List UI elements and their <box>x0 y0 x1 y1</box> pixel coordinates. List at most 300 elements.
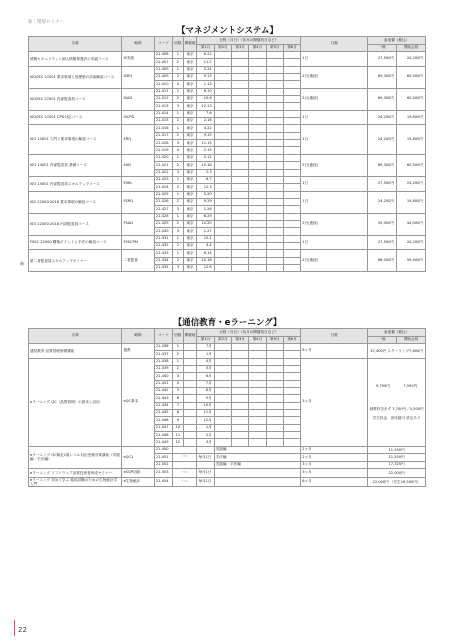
month-4-cell <box>249 147 266 154</box>
month-3-cell <box>232 162 249 169</box>
fee-general: 11,550円 <box>368 454 426 461</box>
month-2-cell <box>214 410 231 417</box>
table-row <box>29 468 426 477</box>
month-2-cell <box>214 66 231 73</box>
month-2-cell <box>214 176 231 183</box>
month-5-cell <box>266 264 283 271</box>
round-number: 5 <box>173 388 183 395</box>
month-6-cell <box>283 432 300 439</box>
month-6-cell <box>283 366 300 373</box>
month-5-cell <box>266 235 283 242</box>
course-code: 21-440 <box>154 373 172 380</box>
round-number: 1 <box>173 52 183 59</box>
month-3-cell <box>232 380 249 387</box>
month-6-cell <box>283 191 300 198</box>
round-number: 3 <box>173 373 183 380</box>
venue: 東京 <box>183 140 197 147</box>
course-code: 21-453 <box>154 468 172 477</box>
month-6-cell <box>283 228 300 235</box>
venue: 東京 <box>183 242 197 249</box>
month-5-cell <box>266 351 283 358</box>
month-2-cell <box>214 264 231 271</box>
month-4-cell <box>249 176 266 183</box>
col-month-3: 第3月 <box>232 45 249 52</box>
month-2-cell <box>214 162 231 169</box>
course-code: 21-441 <box>154 380 172 387</box>
month-4-cell <box>249 140 266 147</box>
course-code: 21-407 <box>154 59 172 66</box>
course-code: 21-420 <box>154 154 172 161</box>
course-code: 21-445 <box>154 410 172 417</box>
month-2-cell <box>214 344 231 351</box>
col-month-5: 第5月 <box>266 45 283 52</box>
fee-general: 27,500円 <box>368 52 397 67</box>
col-dates: 日程（月日）（各月の開催初日など） <box>197 329 301 337</box>
month-1-date: 10.1 <box>197 235 214 242</box>
venue: 東京 <box>183 118 197 125</box>
month-5-cell <box>266 81 283 88</box>
month-6-cell <box>283 184 300 191</box>
venue <box>183 388 197 395</box>
month-4-cell <box>249 242 266 249</box>
course-code: 21-429 <box>154 220 172 227</box>
month-5-cell <box>266 220 283 227</box>
fee-general: 11,550円 <box>368 446 426 453</box>
month-5-cell <box>266 169 283 176</box>
month-6-cell <box>283 147 300 154</box>
month-3-cell <box>232 140 249 147</box>
round-number: 10 <box>173 424 183 431</box>
course-name: ISO 14001 内部監査員 基礎コース <box>29 154 122 176</box>
month-6-cell <box>283 66 300 73</box>
venue <box>183 402 197 409</box>
course-code: 21-426 <box>154 198 172 205</box>
month-3-cell <box>232 154 249 161</box>
month-6-cell <box>283 125 300 132</box>
month-4-cell <box>249 220 266 227</box>
course-days: 3ヵ月 <box>301 468 368 477</box>
round-number: 3 <box>173 206 183 213</box>
course-code: 21-411 <box>154 88 172 95</box>
month-2-cell <box>214 250 231 257</box>
month-3-cell <box>232 176 249 183</box>
col-month-5: 第5月 <box>266 337 283 344</box>
month-1-date: 1.13 <box>197 81 214 88</box>
course-days: 1日 <box>301 125 368 154</box>
month-6-cell <box>283 140 300 147</box>
round-type <box>173 446 197 453</box>
track-label: 実践編 <box>214 446 301 453</box>
col-code: コード <box>154 329 172 344</box>
month-5-cell <box>266 88 283 95</box>
fee-general: 9,790円 <box>375 384 390 389</box>
venue: 東京 <box>183 228 197 235</box>
round-type: ﾃﾞｲﾘｰ <box>173 468 197 477</box>
col-dates: 日程（月日）（各月の開催初日など） <box>197 37 301 45</box>
month-4-cell <box>249 96 266 103</box>
col-abbr: 略称 <box>122 37 154 52</box>
course-code: 21-410 <box>154 81 172 88</box>
round-number: 1 <box>173 125 183 132</box>
course-code: 21-448 <box>154 432 172 439</box>
month-2-cell <box>214 118 231 125</box>
month-5-cell <box>266 59 283 66</box>
round-number: 6 <box>173 395 183 402</box>
round-number: 2 <box>173 198 183 205</box>
course-name: ISO/IEC 27001 要求事項と管理策の詳細解説コース <box>29 66 122 88</box>
month-6-cell <box>283 402 300 409</box>
month-2-cell <box>214 213 231 220</box>
month-4-cell <box>249 154 266 161</box>
month-3-cell <box>232 147 249 154</box>
course-days: 2日(連続) <box>301 250 368 272</box>
course-abbr: FSSCPM <box>122 235 154 250</box>
month-6-cell <box>283 103 300 110</box>
col-name: 名称 <box>29 329 122 344</box>
fee-member: 19,800円 <box>397 125 426 154</box>
course-code: 21-419 <box>154 147 172 154</box>
course-abbr: EAD <box>122 154 154 176</box>
month-1-date: 9.15 <box>197 132 214 139</box>
month-5-cell <box>266 417 283 424</box>
table-row <box>29 213 426 220</box>
month-1-date: 7月 <box>197 380 214 387</box>
section2-title: 【通信教育・eラーニング】 <box>173 318 282 328</box>
month-1-date: 1.27 <box>197 228 214 235</box>
month-2-cell <box>214 103 231 110</box>
month-4-cell <box>249 132 266 139</box>
course-days: 2日(連続) <box>301 154 368 176</box>
month-1-date: 5.12 <box>197 154 214 161</box>
month-4-cell <box>249 395 266 402</box>
e-learning-table <box>28 328 426 487</box>
month-3-cell <box>232 125 249 132</box>
course-name: 通信教育 品質管理基礎講座 <box>29 344 122 359</box>
month-1-date: 12.3 <box>197 184 214 191</box>
course-days: 2日(連続) <box>301 88 368 110</box>
month-6-cell <box>283 74 300 81</box>
round-number: 4 <box>173 147 183 154</box>
venue: 東京 <box>183 125 197 132</box>
month-3-cell <box>232 110 249 117</box>
month-1-date: 1月 <box>197 424 214 431</box>
round-number: 2 <box>173 162 183 169</box>
month-4-cell <box>249 184 266 191</box>
month-3-cell <box>232 388 249 395</box>
month-1-date: 2.15 <box>197 147 214 154</box>
venue: 東京 <box>183 198 197 205</box>
course-code: 21-418 <box>154 140 172 147</box>
month-2-cell <box>214 140 231 147</box>
month-6-cell <box>283 220 300 227</box>
month-3-cell <box>232 410 249 417</box>
month-3-cell <box>232 88 249 95</box>
venue <box>183 432 197 439</box>
course-abbr: eQC基本 <box>122 358 154 446</box>
month-2-cell <box>214 110 231 117</box>
table-row <box>29 125 426 132</box>
month-1-date: 9.13 <box>197 74 214 81</box>
fee-general: 69,300円 <box>368 88 397 110</box>
month-6-cell <box>283 373 300 380</box>
month-6-cell <box>283 154 300 161</box>
month-5-cell <box>266 206 283 213</box>
course-code: 21-417 <box>154 132 172 139</box>
fee-general: 27,500円 <box>368 235 397 250</box>
course-code: 21-424 <box>154 184 172 191</box>
venue: 東京 <box>183 235 197 242</box>
fee-member: 24,200円 <box>397 176 426 191</box>
start-month: 毎月1日 <box>197 468 214 477</box>
course-days: 3ヵ月 <box>301 461 368 468</box>
month-6-cell <box>283 118 300 125</box>
venue <box>183 410 197 417</box>
month-4-cell <box>249 206 266 213</box>
month-6-cell <box>283 206 300 213</box>
month-3-cell <box>232 358 249 365</box>
course-name: eラーニング QC検定1級レベル対応受検対策講座（実践編・手法編） <box>29 446 122 468</box>
round-number: 8 <box>173 410 183 417</box>
month-3-cell <box>232 66 249 73</box>
month-2-cell <box>214 154 231 161</box>
month-2-cell <box>214 228 231 235</box>
round-number: 1 <box>173 176 183 183</box>
course-code: 21-423 <box>154 176 172 183</box>
fee-general-cell <box>368 358 426 446</box>
month-6-cell <box>283 235 300 242</box>
col-fee: 参加費（税込） <box>368 37 426 45</box>
course-name: ISO 22000:2018 要求事項の解説コース <box>29 191 122 213</box>
fee-general: 22,000円 （学生16,500円） <box>368 477 426 487</box>
fee-general: 55,000円 <box>368 213 397 235</box>
col-member: 賛助会員 <box>397 337 426 344</box>
fee-general: 37,400円 スクーリング7,800円 <box>368 344 426 359</box>
course-days: 2日(連続) <box>301 213 368 235</box>
month-5-cell <box>266 74 283 81</box>
month-4-cell <box>249 169 266 176</box>
month-4-cell <box>249 52 266 59</box>
round-number: 1 <box>173 250 183 257</box>
course-abbr: ISAD <box>122 88 154 110</box>
venue <box>183 344 197 351</box>
course-code: 21-450 <box>154 446 172 453</box>
table-row <box>29 110 426 117</box>
month-1-date: 9.29 <box>197 198 214 205</box>
month-1-date: 10.20 <box>197 220 214 227</box>
venue: 東京 <box>183 184 197 191</box>
course-abbr: eSQP初級 <box>122 468 154 477</box>
month-1-date: 10.18 <box>197 257 214 264</box>
month-2-cell <box>214 432 231 439</box>
venue: 東京 <box>183 59 197 66</box>
course-code: 21-451 <box>154 454 172 461</box>
round-number: 3 <box>173 169 183 176</box>
month-3-cell <box>232 59 249 66</box>
course-code: 21-447 <box>154 424 172 431</box>
month-2-cell <box>214 358 231 365</box>
track-label: 手法編 <box>214 454 301 461</box>
table-row <box>29 66 426 73</box>
month-1-date: 9月 <box>197 395 214 402</box>
month-5-cell <box>266 147 283 154</box>
month-6-cell <box>283 257 300 264</box>
month-6-cell <box>283 110 300 117</box>
month-1-date: 12月 <box>197 417 214 424</box>
round-number: 1 <box>173 235 183 242</box>
round-number: 2 <box>173 220 183 227</box>
month-3-cell <box>232 74 249 81</box>
fee-general: 66,000円 <box>368 250 397 272</box>
course-code: 21-443 <box>154 395 172 402</box>
round-type: ﾃﾞｲﾘｰ <box>173 454 197 461</box>
course-abbr: eQC1 <box>122 446 154 468</box>
month-1-date: 1.26 <box>197 206 214 213</box>
month-6-cell <box>283 59 300 66</box>
month-4-cell <box>249 213 266 220</box>
fee-general: 27,500円 <box>368 176 397 191</box>
col-month-2: 第2月 <box>214 45 231 52</box>
course-code: 21-435 <box>154 264 172 271</box>
month-3-cell <box>232 257 249 264</box>
course-code: 21-452 <box>154 461 172 468</box>
course-name: eラーニング 初めて学ぶ 臨床試験のための生物統計学入門 <box>29 477 122 487</box>
course-code: 21-430 <box>154 228 172 235</box>
month-3-cell <box>232 366 249 373</box>
round-number: 2 <box>173 366 183 373</box>
col-month-1: 第1月 <box>197 337 214 344</box>
course-code: 21-449 <box>154 439 172 446</box>
month-1-date: 5.20 <box>197 191 214 198</box>
round-number: 2 <box>173 96 183 103</box>
month-2-cell <box>214 220 231 227</box>
month-3-cell <box>232 264 249 271</box>
month-1-date: 11.2 <box>197 59 214 66</box>
fee-general: 17,325円 <box>368 461 426 468</box>
month-2-cell <box>214 424 231 431</box>
month-5-cell <box>266 191 283 198</box>
venue <box>183 439 197 446</box>
month-6-cell <box>283 351 300 358</box>
venue: 東京 <box>183 132 197 139</box>
table-row <box>29 88 426 95</box>
venue: 東京 <box>183 169 197 176</box>
month-2-cell <box>214 380 231 387</box>
month-4-cell <box>249 59 266 66</box>
course-code: 21-421 <box>154 162 172 169</box>
round-number: 12 <box>173 439 183 446</box>
col-abbr: 略称 <box>122 329 154 344</box>
fee-block <box>369 384 424 420</box>
month-6-cell <box>283 213 300 220</box>
month-3-cell <box>232 250 249 257</box>
fee-general: 24,200円 <box>368 191 397 213</box>
month-1-date: 12.13 <box>197 103 214 110</box>
col-general: 一般 <box>368 337 397 344</box>
month-3-cell <box>232 439 249 446</box>
month-2-cell <box>214 439 231 446</box>
month-4-cell <box>249 250 266 257</box>
venue <box>183 417 197 424</box>
month-6-cell <box>283 162 300 169</box>
course-code: 21-414 <box>154 110 172 117</box>
venue: 東京 <box>183 110 197 117</box>
month-1-date: 4月 <box>197 358 214 365</box>
fee-note-materials: 副教材含まず 7,700円／5,500円 <box>369 406 424 411</box>
month-1-date: 2月 <box>197 432 214 439</box>
month-6-cell <box>283 358 300 365</box>
col-fee: 参加費（税込） <box>368 329 426 337</box>
col-venue: 開催地 <box>183 37 197 52</box>
start-month: 毎月1日 <box>197 454 214 461</box>
course-days: 2日(連続) <box>301 66 368 88</box>
month-3-cell <box>232 132 249 139</box>
course-code: 21-409 <box>154 74 172 81</box>
start-month <box>197 461 214 468</box>
month-6-cell <box>283 88 300 95</box>
course-days: 1日 <box>301 235 368 250</box>
venue: 東京 <box>183 81 197 88</box>
venue <box>183 366 197 373</box>
month-1-date: 8月 <box>197 388 214 395</box>
table-row <box>29 154 426 161</box>
month-2-cell <box>214 191 231 198</box>
month-3-cell <box>232 351 249 358</box>
course-code: 21-444 <box>154 402 172 409</box>
month-2-cell <box>214 81 231 88</box>
month-4-cell <box>249 103 266 110</box>
month-6-cell <box>283 250 300 257</box>
venue: 東京 <box>183 66 197 73</box>
course-code: 21-416 <box>154 125 172 132</box>
venue: 東京 <box>183 206 197 213</box>
month-5-cell <box>266 162 283 169</box>
fee-member: 24,200円 <box>397 52 426 67</box>
month-1-date: 4.22 <box>197 125 214 132</box>
col-code: コード <box>154 37 172 52</box>
course-abbr: 二者監査 <box>122 250 154 272</box>
month-5-cell <box>266 125 283 132</box>
month-2-cell <box>214 206 231 213</box>
venue: 東京 <box>183 103 197 110</box>
month-1-date: 7.6 <box>197 110 214 117</box>
round-number: 2 <box>173 74 183 81</box>
month-4-cell <box>249 351 266 358</box>
month-5-cell <box>266 242 283 249</box>
month-6-cell <box>283 242 300 249</box>
course-code: 21-428 <box>154 213 172 220</box>
course-code: 21-454 <box>154 477 172 487</box>
month-2-cell <box>214 52 231 59</box>
month-6-cell <box>283 52 300 59</box>
venue: 東京 <box>183 213 197 220</box>
month-2-cell <box>214 351 231 358</box>
month-2-cell <box>214 74 231 81</box>
course-code: 21-413 <box>154 103 172 110</box>
month-4-cell <box>249 373 266 380</box>
month-6-cell <box>283 410 300 417</box>
course-code: 21-412 <box>154 96 172 103</box>
track-label <box>214 477 301 487</box>
month-5-cell <box>266 176 283 183</box>
course-code: 21-442 <box>154 388 172 395</box>
month-1-date: 1月 <box>197 351 214 358</box>
month-3-cell <box>232 432 249 439</box>
venue: 東京 <box>183 250 197 257</box>
fee-general: 69,300円 <box>368 66 397 88</box>
month-4-cell <box>249 74 266 81</box>
round-number: 1 <box>173 344 183 351</box>
table-row <box>29 344 426 351</box>
